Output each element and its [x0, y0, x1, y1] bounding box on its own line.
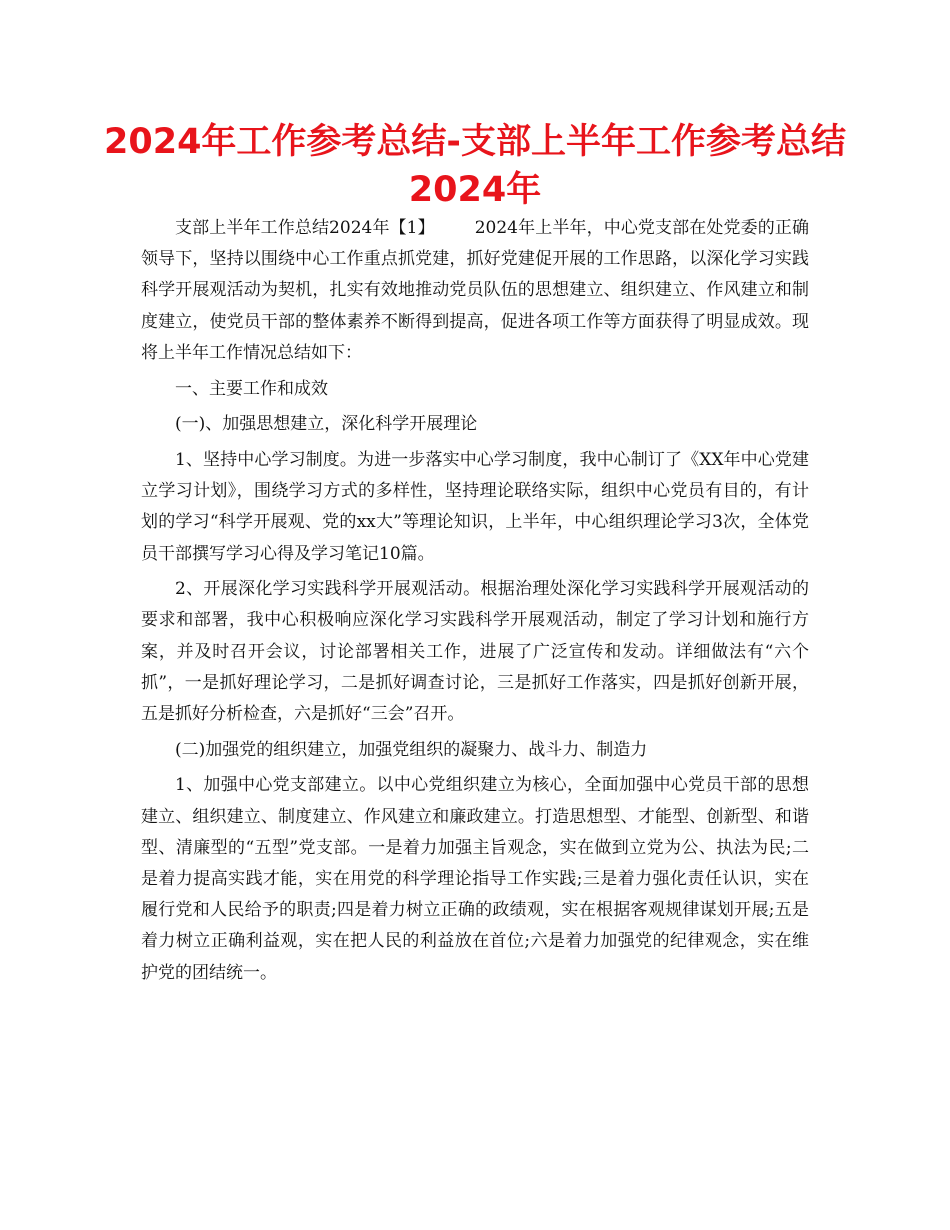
paragraph-main-work: 一、主要工作和成效 — [175, 378, 328, 399]
paragraph-branch-building: 1、加强中心党支部建立。以中心党组织建立为核心，全面加强中心党员干部的思想建立、组织建立、制度建立、作风建立和廉政建立。打造思想型、才能型、创新型、和谐型、清廉型的“五型”党支部。一是着力加强主旨观念，实在做到立党为公、执法为民;二是着力提高实践才能，实在用党的科学理论指导工作实践;三是着力强化责任认识，实在履行党和人民给予的职责;四是着力树立正确的政绩观，实在根据客观规律谋划开展;五是着力树立正确利益观，实在把人民的利益放在首位;六是着力加强党的纪律观念，实在维护党的团结统一。 — [141, 775, 809, 983]
document-title: 2024年工作参考总结-支部上半年工作参考总结2024年 — [104, 122, 846, 210]
section-heading: 支部上半年工作总结2024年【1】 — [175, 218, 435, 238]
paragraph-study-system: 1、坚持中心学习制度。为进一步落实中心学习制度，我中心制订了《XX年中心党建立学习计划》，围绕学习方式的多样性，坚持理论联络实际，组织中心党员有目的，有计划的学习“科学开展观、党的xx大”等理论知识，上半年，中心组织理论学习3次，全体党员干部撰写学习心得及学习笔记10篇。 — [141, 449, 809, 564]
paragraph-study-activity: 2、开展深化学习实践科学开展观活动。根据治理处深化学习实践科学开展观活动的要求和部署，我中心积极响应深化学习实践科学开展观活动，制定了学习计划和施行方案，并及时召开会议，讨论部署相关工作，进展了广泛宣传和发动。详细做法有“六个抓”，一是抓好理论学习，二是抓好调查讨论，三是抓好工作落实，四是抓好创新开展，五是抓好分析检查，六是抓好“三会”召开。 — [141, 579, 809, 725]
paragraph-intro — [141, 213, 809, 369]
paragraph-section-one: (一)、加强思想建立，深化科学开展理论 — [175, 414, 478, 435]
paragraph-section-two: (二)加强党的组织建立，加强党组织的凝聚力、战斗力、制造力 — [175, 739, 648, 760]
intro-text: 2024年上半年，中心党支部在处党委的正确领导下，坚持以围绕中心工作重点抓党建，抓好党建促开展的工作思路，以深化学习实践科学开展观活动为契机，扎实有效地推动党员队伍的思想建立、组织建立、作风建立和制度建立，使党员干部的整体素养不断得到提高，促进各项工作等方面获得了明显成效。现将上半年工作情况总结如下： — [141, 218, 809, 363]
document-body — [141, 213, 809, 993]
